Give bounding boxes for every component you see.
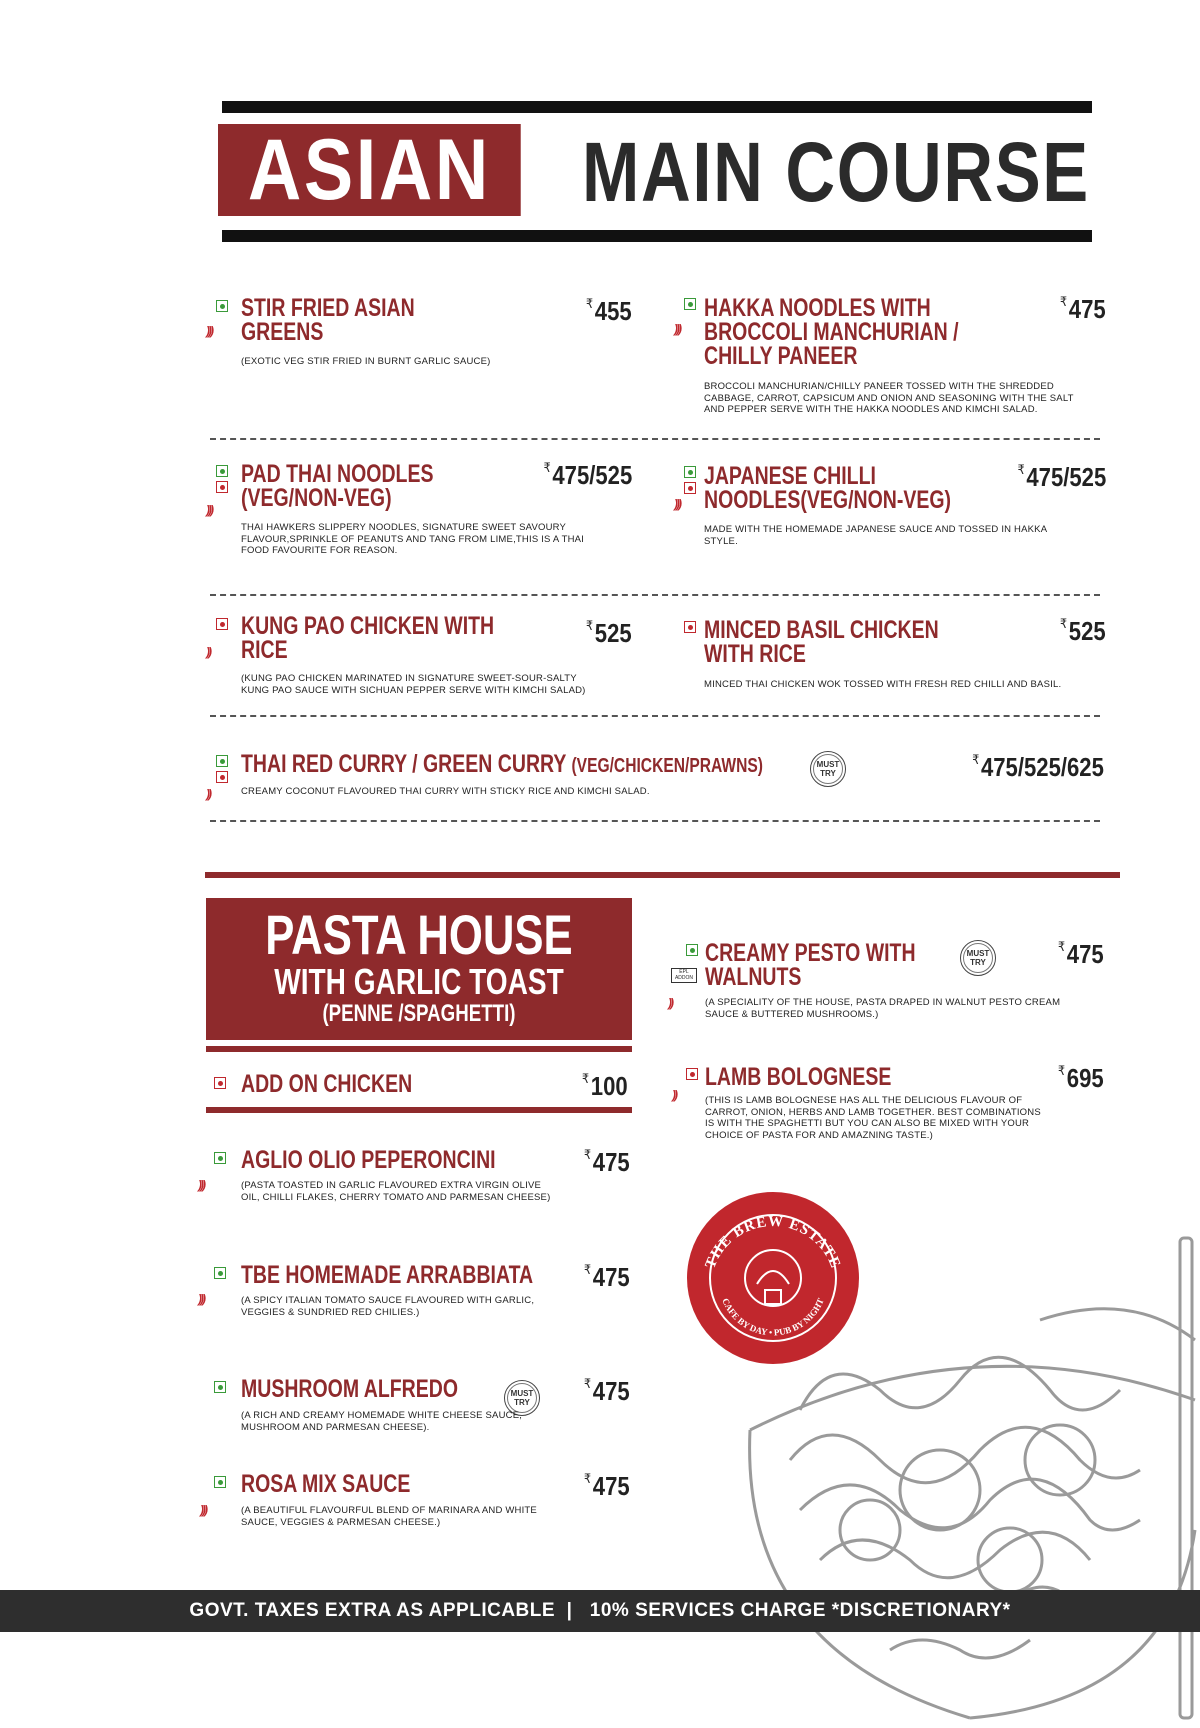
svg-text:THE BREW ESTATE: THE BREW ESTATE [702,1213,844,1271]
item-divider [210,594,1100,596]
item-price: ₹475 [584,1376,630,1406]
item-price: ₹100 [582,1071,628,1101]
item-description: (A RICH AND CREAMY HOMEMADE WHITE CHEESE SAUCE, MUSHROOM AND PARMESAN CHEESE). [241,1410,523,1433]
item-price: ₹525 [1060,616,1106,646]
veg-icon [216,300,228,312]
nonveg-icon [686,1068,698,1080]
item-price: ₹475 [1060,294,1106,324]
item-price: ₹475/525 [1017,462,1106,492]
nonveg-icon [216,481,228,493]
chilli-icon: ))) [674,322,680,336]
item-price: ₹475/525 [543,460,632,490]
section-rule [205,872,1120,878]
chilli-icon: ))) [674,497,680,511]
item-name: PAD THAI NOODLES (VEG/NON-VEG) [241,460,434,512]
item-divider [210,820,1100,822]
footer-tax-note: GOVT. TAXES EXTRA AS APPLICABLE | 10% SERVICES CHARGE *DISCRETIONARY* [0,1590,1200,1632]
pasta-banner-subtitle: WITH GARLIC TOAST [274,961,564,1002]
nonveg-icon [214,1077,226,1089]
item-price: ₹475 [1058,939,1104,969]
pasta-house-banner [206,898,632,1040]
item-name: HAKKA NOODLES WITH BROCCOLI MANCHURIAN / CHILLY PANEER [704,294,959,370]
item-description: (A SPICY ITALIAN TOMATO SAUCE FLAVOURED WITH GARLIC, VEGGIES & SUNDRIED RED CHILIES.) [241,1295,535,1318]
add-on-bottom-rule [206,1107,632,1113]
item-description: (KUNG PAO CHICKEN MARINATED IN SIGNATURE SWEET-SOUR-SALTY KUNG PAO SAUCE WITH SICHUAN PEPPER SERVE WITH KIMCHI SALAD) [241,673,586,696]
item-price: ₹455 [586,296,632,326]
veg-icon [216,755,228,767]
item-description: (EXOTIC VEG STIR FRIED IN BURNT GARLIC SAUCE) [241,356,491,367]
header-bottom-rule [222,230,1092,242]
chilli-icon: ))) [200,1503,206,1517]
must-try-badge: MUST TRY [504,1380,540,1416]
svg-text:CAFE BY DAY • PUB BY NIGHT: CAFE BY DAY • PUB BY NIGHT [720,1296,826,1338]
item-name: ROSA MIX SAUCE [241,1470,411,1498]
chilli-icon: ))) [206,503,212,517]
logo-text-ring [687,1192,859,1364]
chilli-icon: )) [206,645,210,659]
item-price: ₹475 [584,1147,630,1177]
pasta-banner-subtitle-2: (PENNE /SPAGHETTI) [322,1000,516,1027]
pasta-banner-title: PASTA HOUSE [265,903,573,966]
item-price: ₹525 [586,618,632,648]
item-name: THAI RED CURRY / GREEN CURRY (VEG/CHICKEN/PRAWNS) [241,750,764,778]
item-name: AGLIO OLIO PEPERONCINI [241,1146,496,1174]
item-name: CREAMY PESTO WITH WALNUTS [705,939,916,991]
item-description: (PASTA TOASTED IN GARLIC FLAVOURED EXTRA VIRGIN OLIVE OIL, CHILLI FLAKES, CHERRY TOMATO AND PARMESAN CHEESE) [241,1180,551,1203]
chilli-icon: ))) [198,1292,204,1306]
item-description: (A BEAUTIFUL FLAVOURFUL BLEND OF MARINARA AND WHITE SAUCE, VEGGIES & PARMESAN CHEESE.) [241,1505,537,1528]
veg-icon [686,944,698,956]
must-try-badge: MUST TRY [960,940,996,976]
brew-estate-logo [687,1192,859,1364]
must-try-badge: MUST TRY [810,751,846,787]
add-on-top-rule [206,1046,632,1052]
item-name: MUSHROOM ALFREDO [241,1375,459,1403]
chilli-icon: ))) [206,324,212,338]
nonveg-icon [684,621,696,633]
chilli-icon: )) [672,1088,676,1102]
addon-tag: EPL ADDON [671,968,697,983]
chilli-icon: ))) [198,1178,204,1192]
veg-icon [214,1267,226,1279]
veg-icon [216,465,228,477]
item-name: ADD ON CHICKEN [241,1070,413,1098]
header-word-asian: ASIAN [218,124,521,216]
item-description: THAI HAWKERS SLIPPERY NOODLES, SIGNATURE SWEET SAVOURY FLAVOUR,SPRINKLE OF PEANUTS AND TANG FROM LIME,THIS IS A THAI FOOD FAVOURITE FOR REASON. [241,522,585,556]
nonveg-icon [216,618,228,630]
item-description: MADE WITH THE HOMEMADE JAPANESE SAUCE AND TOSSED IN HAKKA STYLE. [704,524,1048,547]
item-description: (A SPECIALITY OF THE HOUSE, PASTA DRAPED IN WALNUT PESTO CREAM SAUCE & BUTTERED MUSHROOMS.) [705,997,1061,1020]
item-price: ₹475 [584,1471,630,1501]
item-description: (THIS IS LAMB BOLOGNESE HAS ALL THE DELICIOUS FLAVOUR OF CARROT, ONION, HERBS AND LAMB TOGETHER. BEST COMBINATIONS IS WITH THE SPAGHETTI BUT YOU CAN ALSO BE MIXED WITH YOUR CHOICE OF PASTA FOR AND AMAZNING TASTE.) [705,1095,1041,1141]
item-divider [210,438,1100,440]
item-name: JAPANESE CHILLI NOODLES(VEG/NON-VEG) [704,462,952,514]
item-description: CREAMY COCONUT FLAVOURED THAI CURRY WITH STICKY RICE AND KIMCHI SALAD. [241,786,650,797]
veg-icon [214,1476,226,1488]
item-name: LAMB BOLOGNESE [705,1063,892,1091]
veg-icon [684,298,696,310]
item-name: MINCED BASIL CHICKEN WITH RICE [704,616,939,668]
item-price: ₹475/525/625 [972,752,1104,782]
chilli-icon: )) [206,787,210,801]
veg-icon [684,466,696,478]
item-description: MINCED THAI CHICKEN WOK TOSSED WITH FRESH RED CHILLI AND BASIL. [704,679,1062,690]
item-name: STIR FRIED ASIAN GREENS [241,294,415,346]
header-top-rule [222,101,1092,113]
item-divider [210,715,1100,717]
veg-icon [214,1381,226,1393]
nonveg-icon [216,771,228,783]
header-word-main-course: MAIN COURSE [582,125,1090,219]
item-name: TBE HOMEMADE ARRABBIATA [241,1261,534,1289]
nonveg-icon [684,482,696,494]
item-name: KUNG PAO CHICKEN WITH RICE [241,612,495,664]
item-price: ₹475 [584,1262,630,1292]
item-description: BROCCOLI MANCHURIAN/CHILLY PANEER TOSSED WITH THE SHREDDED CABBAGE, CARROT, CAPSICUM AND ONION AND SEASONING WITH THE SALT AND PEPPER SERVE WITH THE HAKKA NOODLES AND KIMCHI SALAD. [704,381,1074,415]
item-price: ₹695 [1058,1063,1104,1093]
chilli-icon: )) [668,996,672,1010]
veg-icon [214,1152,226,1164]
